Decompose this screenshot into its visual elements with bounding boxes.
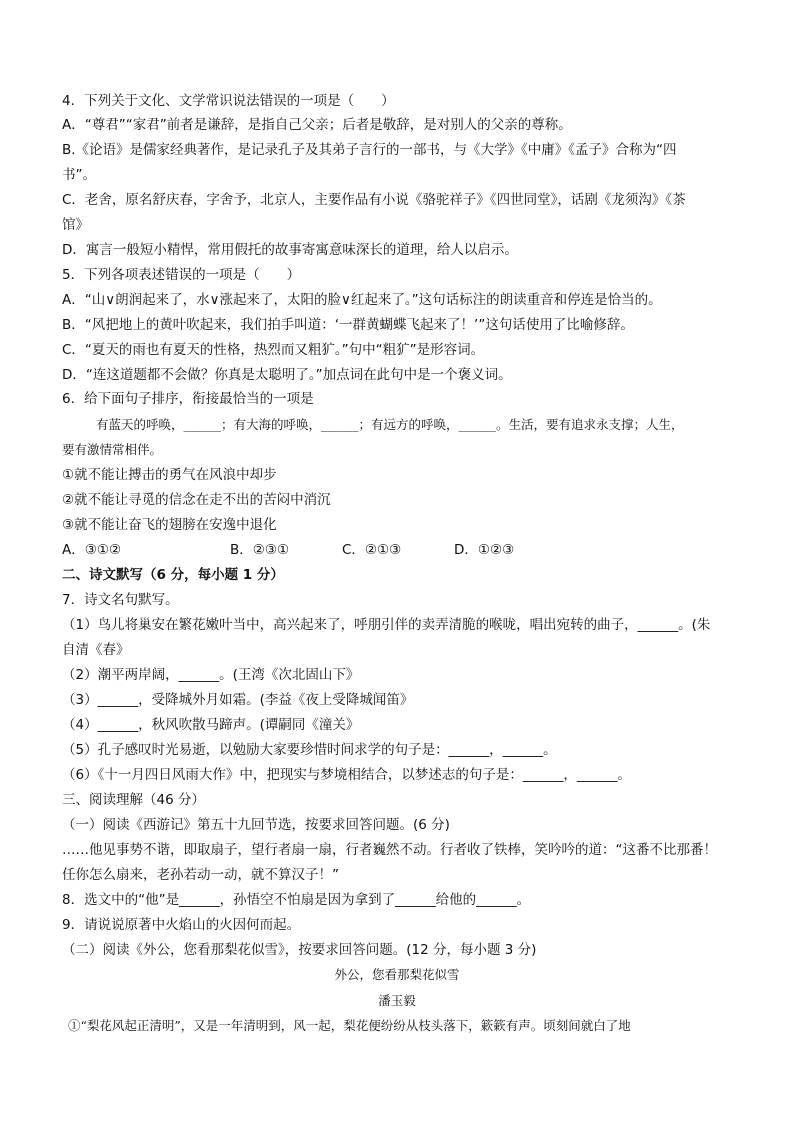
- q7-item-3: （3）______，受降城外月如霜。(李益《夜上受降城闻笛》: [62, 692, 414, 708]
- q6-passage-line1: 有蓝天的呼唤，______；有大海的呼唤，______；有远方的呼唤，______。生活，要有追求永支撑；人生，: [96, 417, 684, 432]
- q7-item-1-line1: （1）鸟儿将巢安在繁花嫩叶当中，高兴起来了，呼朋引伴的卖弄清脆的喉咙，唱出宛转的曲子，______。(朱: [62, 617, 711, 633]
- article-title: 外公，您看那梨花似雪: [334, 967, 460, 982]
- q6-option-a: A．③①②: [62, 542, 122, 558]
- q4-option-d: D．寓言一般短小精悍，常用假托的故事寄寓意味深长的道理，给人以启示。: [62, 242, 518, 258]
- article-author: 潘玉毅: [378, 993, 416, 1008]
- q9: 9．请说说原著中火焰山的火因何而起。: [62, 917, 301, 933]
- q6-options: [62, 541, 752, 559]
- q5-stem: 5．下列各项表述错误的一项是（ ）: [62, 267, 301, 283]
- q7-stem: 7．诗文名句默写。: [62, 592, 179, 608]
- q5-option-d: D．“连这道题都不会做？你真是太聪明了。”加点词在此句中是一个褒义词。: [62, 367, 512, 383]
- section-3-heading: 三、阅读理解（46 分）: [62, 792, 205, 808]
- excerpt-line2: 任你怎么扇来，老孙若动一动，就不算汉子！”: [62, 867, 339, 883]
- q6-sentence-2: ②就不能让寻觅的信念在走不出的苦闷中消沉: [62, 492, 331, 508]
- q4-option-b-line1: B.《论语》是儒家经典著作，是记录孔子及其弟子言行的一部书，与《大学》《中庸》《孟子》合称为“四: [62, 142, 677, 158]
- q6-sentence-1: ①就不能让搏击的勇气在风浪中却步: [62, 467, 277, 483]
- q6-option-d: D．①②③: [454, 542, 515, 558]
- q6-option-c: C．②①③: [342, 542, 402, 558]
- q8: 8．选文中的“他”是______，孙悟空不怕扇是因为拿到了______给他的______。: [62, 892, 531, 908]
- q4-option-c-line2: 馆》: [62, 217, 89, 233]
- part-1-instruction: （一）阅读《西游记》第五十九回节选，按要求回答问题。(6 分): [62, 817, 450, 833]
- article-paragraph-1: ①“梨花风起正清明”，又是一年清明到，风一起，梨花便纷纷从枝头落下，簌簌有声。顷刻间就白了地: [68, 1018, 631, 1033]
- q7-item-6: （6）《十一月四日风雨大作》中，把现实与梦境相结合，以梦述志的句子是：______，______。: [62, 767, 631, 783]
- q4-option-a: A．“尊君”“家君”前者是谦辞，是指自己父亲；后者是敬辞，是对别人的父亲的尊称。: [62, 117, 572, 133]
- q6-option-b: B．②③①: [230, 542, 290, 558]
- excerpt-line1: ……他见事势不谐，即取扇子，望行者扇一扇，行者巍然不动。行者收了铁棒，笑吟吟的道：“这番不比那番！: [62, 842, 717, 858]
- q5-option-b: B．“风把地上的黄叶吹起来，我们拍手叫道：‘一群黄蝴蝶飞起来了！’”这句话使用了比喻修辞。: [62, 317, 634, 333]
- q6-stem: 6．给下面句子排序，衔接最恰当的一项是: [62, 391, 314, 407]
- section-2-heading: 二、诗文默写（6 分，每小题 1 分）: [62, 567, 284, 583]
- q5-option-a: A．“山∨朗润起来了，水∨涨起来了，太阳的脸∨红起来了。”这句话标注的朗读重音和停连是恰当的。: [62, 292, 662, 308]
- q4-option-c-line1: C．老舍，原名舒庆春，字舍予，北京人，主要作品有小说《骆驼祥子》《四世同堂》，话剧《龙须沟》《茶: [62, 192, 686, 208]
- q7-item-5: （5）孔子感叹时光易逝，以勉励大家要珍惜时间求学的句子是：______，______。: [62, 742, 557, 758]
- q7-item-1-line2: 自清《春》: [62, 642, 130, 658]
- q4-stem: 4．下列关于文化、文学常识说法错误的一项是（ ）: [62, 93, 395, 109]
- q6-passage-line2: 要有激情常相伴。: [62, 442, 163, 457]
- q5-option-c: C．“夏天的雨也有夏天的性格，热烈而又粗犷。”句中“粗犷”是形容词。: [62, 342, 485, 358]
- q6-sentence-3: ③就不能让奋飞的翅膀在安逸中退化: [62, 517, 277, 533]
- part-2-instruction: （二）阅读《外公，您看那梨花似雪》，按要求回答问题。(12 分，每小题 3 分): [62, 942, 537, 958]
- q7-item-2: （2）潮平两岸阔，______。(王湾《次北固山下》: [62, 667, 360, 683]
- q4-option-b-line2: 书”。: [62, 167, 96, 183]
- q7-item-4: （4）______，秋风吹散马蹄声。(谭嗣同《潼关》: [62, 717, 360, 733]
